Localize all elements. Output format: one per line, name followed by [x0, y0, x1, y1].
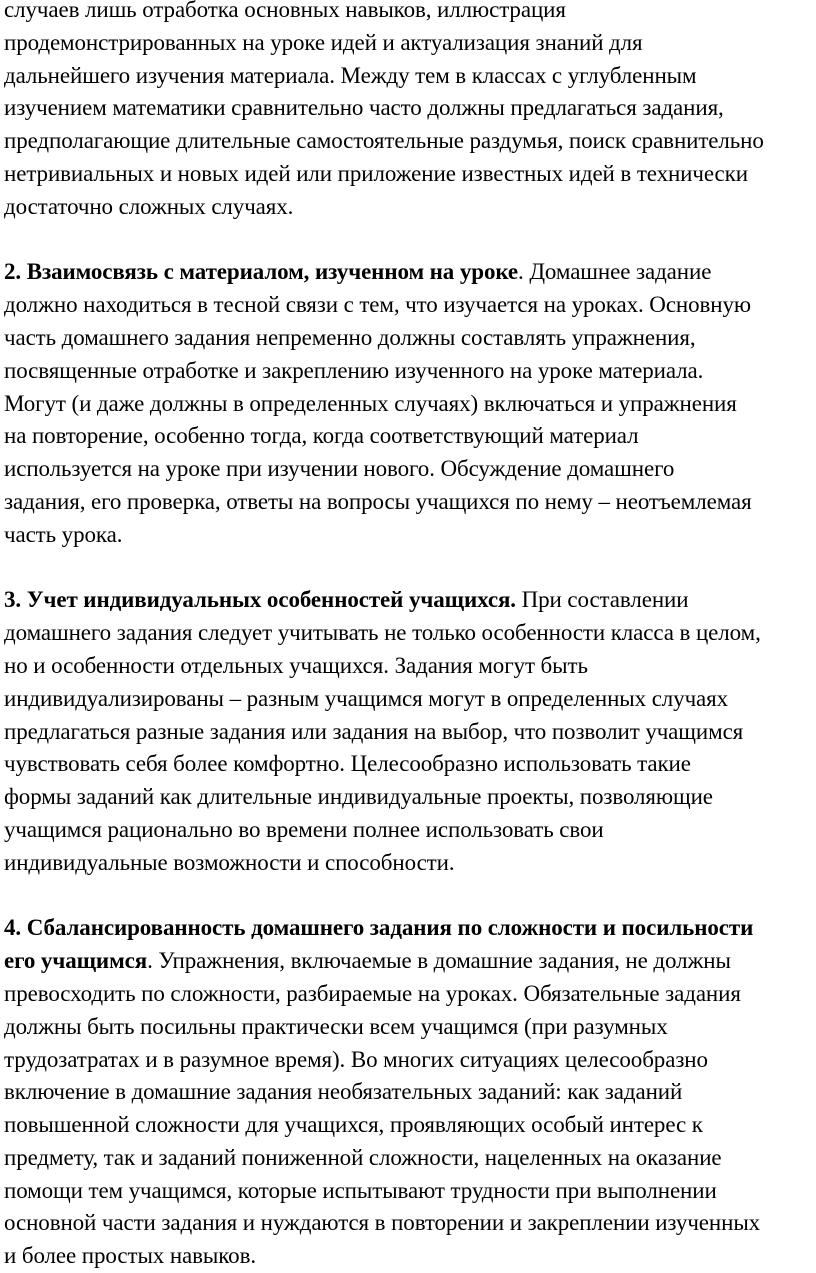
paragraph-body: случаев лишь отработка основных навыков, иллюстрация продемонстрированных на уроке идей и актуализация знаний для дальнейшего изучения материала. Между тем в классах с углубленным изучением математики сравнительно часто должны предлагаться задания, предполагающие длительные самостоятельные раздумья, поиск сравнительно нетривиальных и новых идей или приложение известных идей в технически достаточно сложных случаях. [4, 0, 764, 219]
section-body-3: При составлении домашнего задания следует учитывать не только особенности класса в целом, но и особенности отдельных учащихся. Задания могут быть индивидуализированы – разным учащимся могут в определенных случаях предлагаться разные задания или задания на выбор, что позволит учащимся чувствовать себя более комфортно. Целесообразно использовать такие формы заданий как длительные индивидуальные проекты, позволяющие учащимся рационально во времени полнее использовать свои индивидуальные возможности и способности. [4, 587, 761, 875]
section-heading-4: 4. Сбалансированность домашнего задания по сложности и посильности его учащимся [4, 915, 754, 974]
section-body-2: . Домашнее задание должно находиться в тесной связи с тем, что изучается на уроках. Основную часть домашнего задания непременно должны составлять упражнения, посвященные отработке и закреплению изученного на уроке материала. Могут (и даже должны в определенных случаях) включаться и упражнения на повторение, особенно тогда, когда соответствующий материал используется на уроке при изучении нового. Обсуждение домашнего задания, его проверка, ответы на вопросы учащихся по нему – неотъемлемая часть урока. [4, 259, 752, 547]
paragraph-intro [4, 0, 816, 224]
paragraph-gap [4, 552, 816, 585]
section-heading-2: 2. Взаимосвязь с материалом, изученном на уроке [4, 259, 519, 285]
paragraph-gap [4, 880, 816, 913]
paragraph-section-3 [4, 584, 816, 879]
paragraph-gap [4, 224, 816, 257]
section-heading-3: 3. Учет индивидуальных особенностей учащихся. [4, 587, 516, 613]
paragraph-section-2 [4, 256, 816, 551]
paragraph-section-4 [4, 912, 816, 1273]
section-body-4: . Упражнения, включаемые в домашние задания, не должны превосходить по сложности, разбираемые на уроках. Обязательные задания должны быть посильны практически всем учащимся (при разумных трудозатратах и в разумное время). Во многих ситуациях целесообразно включение в домашние задания необязательных заданий: как заданий повышенной сложности для учащихся, проявляющих особый интерес к предмету, так и заданий пониженной сложности, нацеленных на оказание помощи тем учащимся, которые испытывают трудности при выполнении основной части задания и нуждаются в повторении и закреплении изученных и более простых навыков. [4, 948, 761, 1269]
